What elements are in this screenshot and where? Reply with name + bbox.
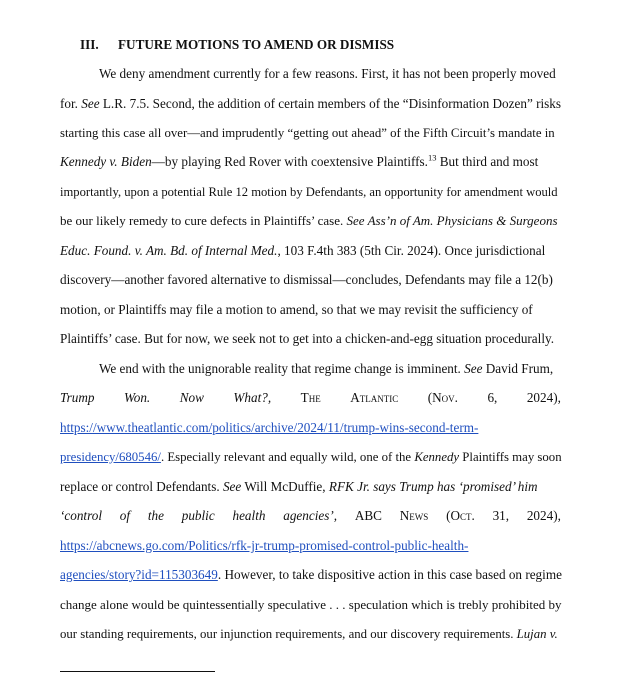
p1-line-7: Educ. Found. v. Am. Bd. of Internal Med., 103 F.4th 383 (5th Cir. 2024). Once jurisdictional [60,243,546,258]
signal-see: See [464,361,483,376]
p2-line-8: agencies/story?id=115303649. However, to take dispositive action in this case based on regime [60,567,562,582]
p2-line-5: replace or control Defendants. See Will McDuffie, RFK Jr. says Trump has ‘promised’ him [60,479,538,494]
atlantic-link-cont[interactable]: presidency/680546/ [60,450,161,464]
p1-line-9: motion, or Plaintiffs may file a motion to amend, so that we may revisit the sufficiency of [60,302,533,317]
p1-line-1: We deny amendment currently for a few reasons. First, it has not been properly moved [99,66,556,81]
signal-see: See [81,96,100,111]
p2-line-1: We end with the unignorable reality that regime change is imminent. See David Frum, [99,361,554,376]
p2-line-4: presidency/680546/. Especially relevant and equally wild, one of the Kennedy Plaintiffs may soon [60,450,562,464]
abcnews-link[interactable]: https://abcnews.go.com/Politics/rfk-jr-trump-promised-control-public-health- [60,538,469,553]
case-citation-cont: Educ. Found. v. Am. Bd. of Internal Med. [60,243,278,258]
p1-line-5: importantly, upon a potential Rule 12 motion by Defendants, an opportunity for amendment would [60,185,558,199]
p2-line-7 [60,538,561,554]
p1-line-2: for. See L.R. 7.5. Second, the addition of certain members of the “Disinformation Dozen” risks [60,96,562,111]
p2-line-2: Trump Won. Now What?, The Atlantic (Nov. 6, 2024), [60,390,561,405]
p1-line-8: discovery—another favored alternative to dismissal—concludes, Defendants may file a 12(b) [60,272,553,287]
p2-line-3 [60,420,561,436]
footnote-ref[interactable]: 13 [427,152,437,163]
p2-line-6: ‘control of the public health agencies’, ABC News (Oct. 31, 2024), [60,508,561,523]
footnote-separator [60,671,215,672]
p1-line-10: Plaintiffs’ case. But for now, we seek not to get into a chicken-and-egg situation procedurally. [60,331,555,346]
abcnews-link-cont[interactable]: agencies/story?id=115303649 [60,567,218,582]
section-number: III. [80,37,99,52]
atlantic-link[interactable]: https://www.theatlantic.com/politics/archive/2024/11/trump-wins-second-term- [60,420,479,435]
section-title: FUTURE MOTIONS TO AMEND OR DISMISS [118,37,395,52]
p1-line-6: be our likely remedy to cure defects in Plaintiffs’ case. See Ass’n of Am. Physicians & Surgeons [60,213,558,228]
p2-line-9: change alone would be quintessentially speculative . . . speculation which is trebly prohibited by [60,597,562,612]
section-heading [80,37,581,53]
case-citation: See Ass’n of Am. Physicians & Surgeons [346,213,558,228]
case-name: Kennedy v. Biden [60,154,152,169]
p1-line-4: Kennedy v. Biden—by playing Red Rover with coextensive Plaintiffs.$^{13}$ But third and most [60,152,539,169]
p1-line-3: starting this case all over—and imprudently “getting out ahead” of the Fifth Circuit’s mandate in [60,126,555,140]
p2-line-10: our standing requirements, our injunction requirements, and our discovery requirements. Lujan v. [60,627,558,641]
